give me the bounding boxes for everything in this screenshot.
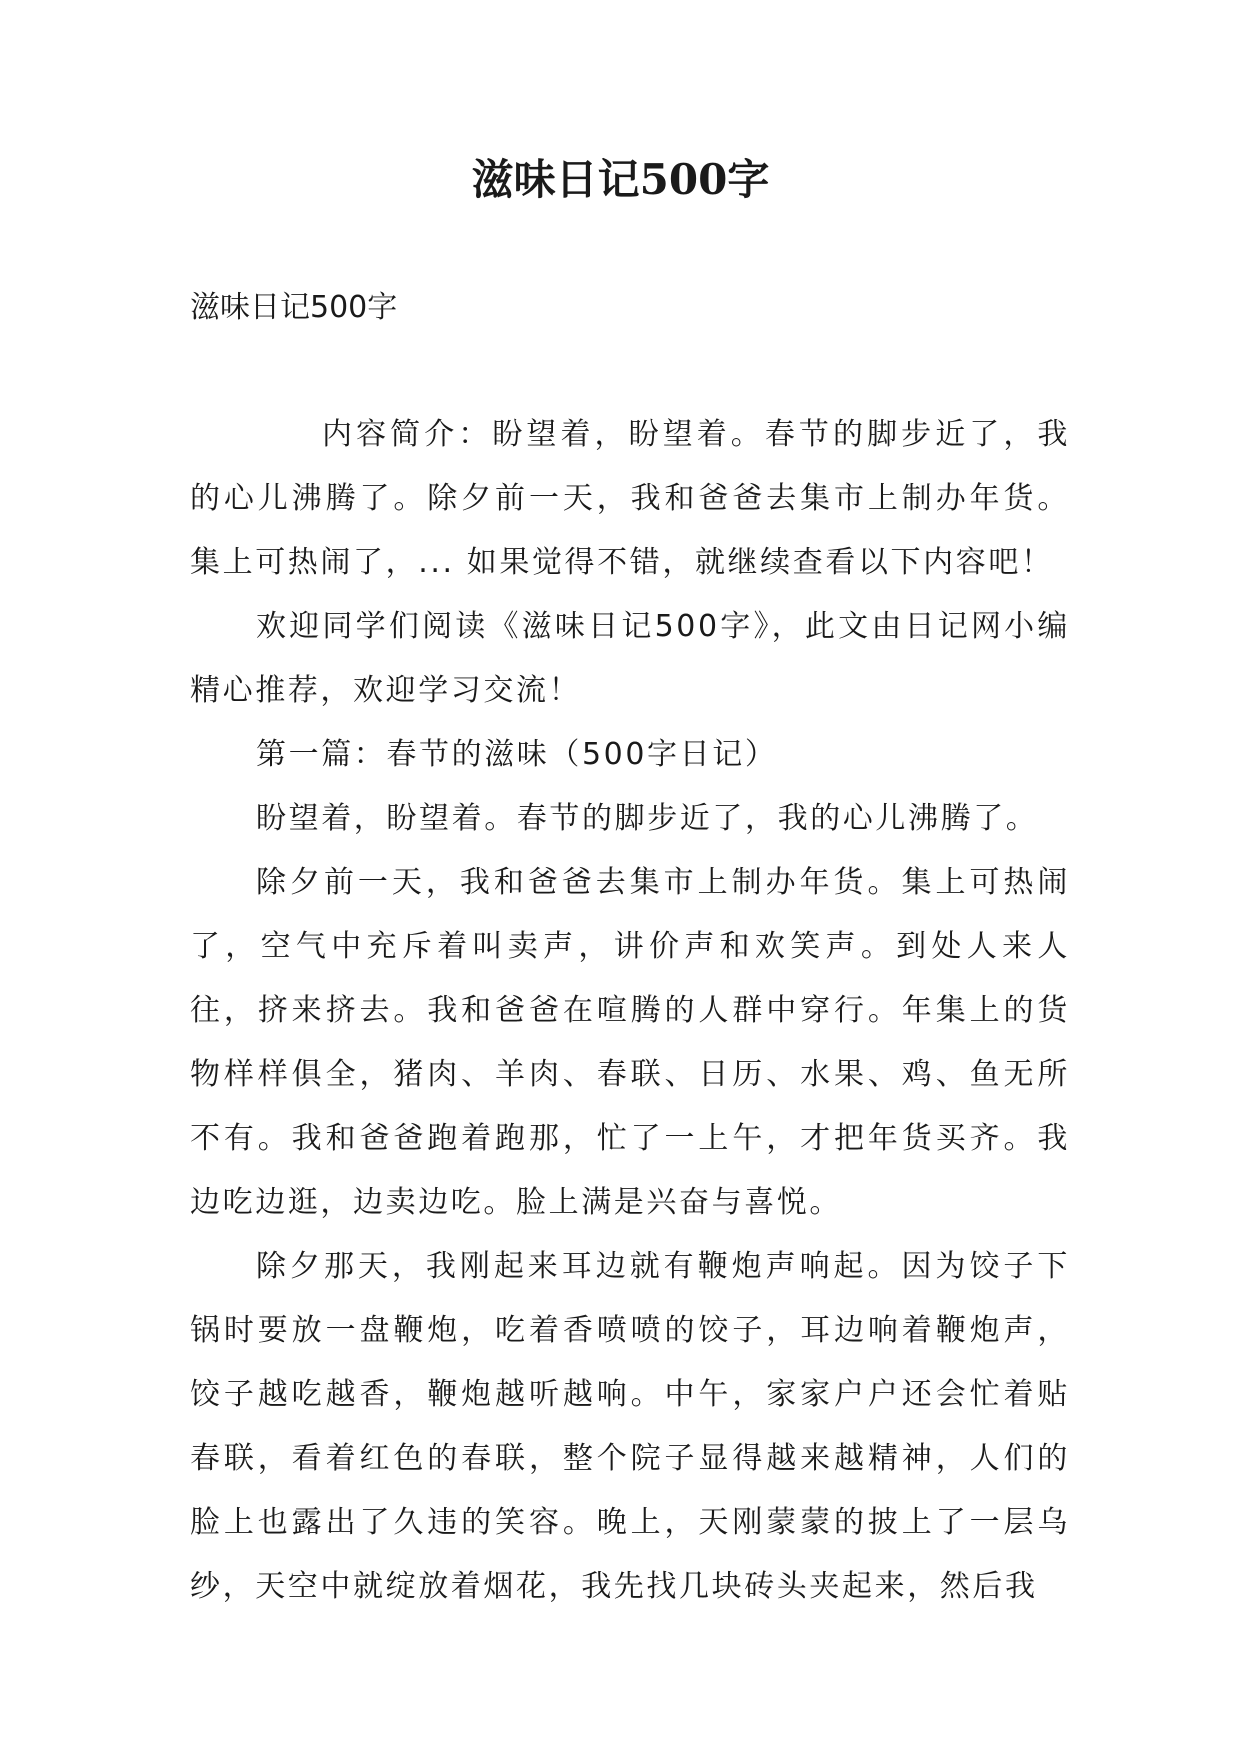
- chapter-heading: 第一篇：春节的滋味（500字日记）: [256, 737, 778, 772]
- document-title: 滋味日记500字: [471, 155, 770, 204]
- intro-paragraph: 内容简介：盼望着，盼望着。春节的脚步近了，我的心儿沸腾了。除夕前一天，我和爸爸去集市上制办年货。集上可热闹了，... 如果觉得不错，就继续查看以下内容吧！: [190, 417, 1070, 580]
- body-paragraph: 除夕前一天，我和爸爸去集市上制办年货。集上可热闹了，空气中充斥着叫卖声，讲价声和欢笑声。到处人来人往，挤来挤去。我和爸爸在喧腾的人群中穿行。年集上的货物样样俱全，猪肉、羊肉、春联、日历、水果、鸡、鱼无所不有。我和爸爸跑着跑那，忙了一上午，才把年货买齐。我边吃边逛，边卖边吃。脸上满是兴奋与喜悦。: [190, 865, 1070, 1220]
- welcome-paragraph: 欢迎同学们阅读《滋味日记500字》，此文由日记网小编精心推荐，欢迎学习交流！: [190, 609, 1070, 708]
- document-body: [190, 403, 1070, 1619]
- body-paragraph: 除夕那天，我刚起来耳边就有鞭炮声响起。因为饺子下锅时要放一盘鞭炮，吃着香喷喷的饺子，耳边响着鞭炮声，饺子越吃越香，鞭炮越听越响。中午，家家户户还会忙着贴春联，看着红色的春联，整个院子显得越来越精神，人们的脸上也露出了久违的笑容。晚上，天刚蒙蒙的披上了一层乌纱，天空中就绽放着烟花，我先找几块砖头夹起来，然后我: [190, 1249, 1070, 1604]
- body-paragraph: 盼望着，盼望着。春节的脚步近了，我的心儿沸腾了。: [256, 801, 1039, 836]
- document-subtitle: 滋味日记500字: [190, 290, 398, 325]
